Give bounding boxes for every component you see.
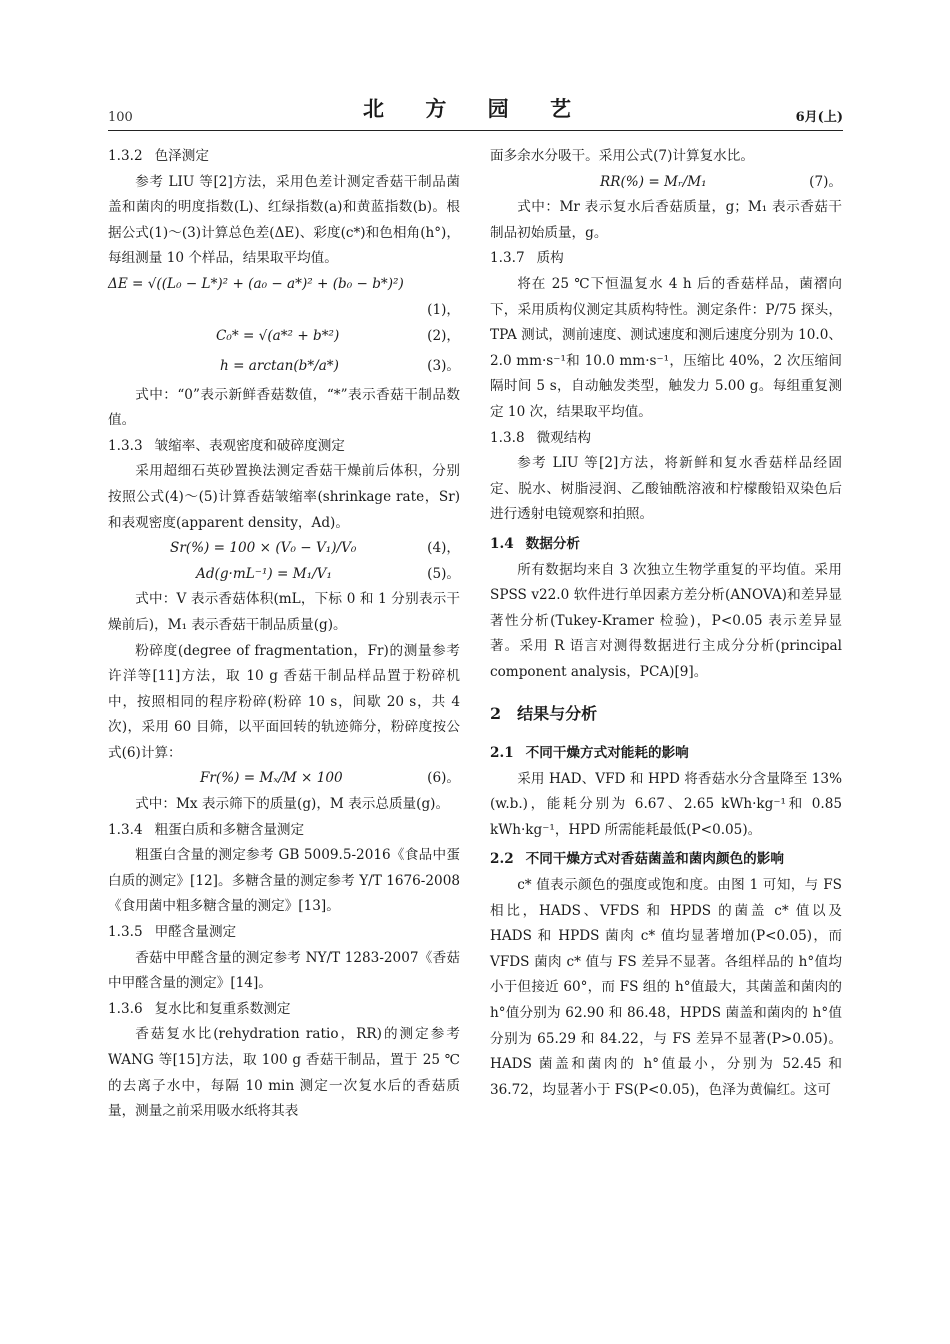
section-heading: 1.4 数据分析 <box>490 535 581 552</box>
paragraph: 香菇复水比(rehydration ratio，RR)的测定参考 WANG 等[15]方法，取 100 g 香菇干制品，置于 25 ℃的去离子水中，每隔 10 min 测定一次复水后的香菇质量，测量之前采用吸水纸将其表 <box>108 1026 460 1120</box>
section-heading: 2.1 不同干燥方式对能耗的影响 <box>490 745 689 762</box>
header-rule <box>108 130 843 131</box>
equation: h = arctan(b*/a*) (3)。 <box>220 357 460 374</box>
journal-title: 北 方 园 艺 <box>363 96 588 121</box>
section-heading: 2.2 不同干燥方式对香菇菌盖和菌肉颜色的影响 <box>490 851 784 868</box>
paragraph: 式中：V 表示香菇体积(mL，下标 0 和 1 分别表示干燥前后)，M₁ 表示香菇干制品质量(g)。 <box>108 591 460 633</box>
paragraph: 面多余水分吸干。采用公式(7)计算复水比。 <box>490 148 754 164</box>
equation: Fr(%) = Mₓ/M × 100 (6)。 <box>200 770 460 787</box>
equation: Ad(g·mL⁻¹) = M₁/V₁ (5)。 <box>196 565 460 582</box>
equation: ΔE = √((L₀ − L*)² + (a₀ − a*)² + (b₀ − b*)²) (1)， <box>108 275 460 318</box>
paragraph: c* 值表示颜色的强度或饱和度。由图 1 可知，与 FS 相比，HADS、VFDS 和 HPDS 的菌盖 c* 值以及 HADS 和 HPDS 菌肉 c* 值均显著增加(P<0.05)，而 VFDS 菌肉 c* 值与 FS 差异不显著。各组样品的 h°值均小于但接近 60°，而 FS 组的 h°值最大，其菌盖和菌肉的 h°值分别为 62.90 和 86.48，HPDS 菌盖和菌肉的 h°值分别为 65.29 和 84.22，与 FS 差异不显著(P>0.05)。HADS 菌盖和菌肉的 h°值最小，分别为 52.45 和 36.72，均显著小于 FS(P<0.05)，色泽为黄偏红。这可 <box>490 877 842 1098</box>
equation: Sr(%) = 100 × (V₀ − V₁)/V₀ (4)， <box>170 540 460 557</box>
section-heading: 1.3.8 微观结构 <box>490 429 591 446</box>
paragraph: 参考 LIU 等[2]方法，采用色差计测定香菇干制品菌盖和菌肉的明度指数(L)、红绿指数(a)和黄蓝指数(b)。根据公式(1)～(3)计算总色差(ΔE)、彩度(c*)和色相角(h°)，每组测量 10 个样品，结果取平均值。 <box>108 173 460 267</box>
paragraph: 粉碎度(degree of fragmentation，Fr)的测量参考许洋等[11]方法，取 10 g 香菇干制品样品置于粉碎机中，按照相同的程序粉碎(粉碎 10 s，间歇 20 s，共 4 次)，采用 60 目筛，以平面回转的轨迹筛分，粉碎度按公式(6)计算： <box>108 642 460 761</box>
paragraph: 式中：“0”表示新鲜香菇数值，“*”表示香菇干制品数值。 <box>108 386 460 429</box>
paragraph: 式中：Mx 表示筛下的质量(g)，M 表示总质量(g)。 <box>135 796 450 813</box>
issue-label: 6月(上) <box>795 110 843 125</box>
paragraph: 式中：Mr 表示复水后香菇质量，g；M₁ 表示香菇干制品初始质量，g。 <box>490 199 842 241</box>
paragraph: 将在 25 ℃下恒温复水 4 h 后的香菇样品，菌褶向下，采用质构仪测定其质构特性。测定条件：P/75 探头，TPA 测试，测前速度、测试速度和测后速度分别为 10.0、2.0 mm·s⁻¹和 10.0 mm·s⁻¹，压缩比 40%，2 次压缩间隔时间 5 s，自动触发类型，触发力 5.00 g。每组重复测定 10 次，结果取平均值。 <box>490 275 842 420</box>
section-heading: 2 结果与分析 <box>490 704 598 724</box>
equation: C₀* = √(a*² + b*²) (2)， <box>216 327 460 344</box>
paragraph: 粗蛋白含量的测定参考 GB 5009.5-2016《食品中蛋白质的测定》[12]。多糖含量的测定参考 Y/T 1676-2008《食用菌中粗多糖含量的测定》[13]。 <box>108 847 460 915</box>
section-heading: 1.3.7 质构 <box>490 250 564 267</box>
left-column <box>108 144 460 1125</box>
page-header <box>108 96 843 130</box>
section-heading: 1.3.4 粗蛋白质和多糖含量测定 <box>108 821 305 838</box>
page-number: 100 <box>108 110 133 125</box>
paragraph: 参考 LIU 等[2]方法，将新鲜和复水香菇样品经固定、脱水、树脂浸润、乙酸铀酰溶液和柠檬酸铅双染色后进行透射电镜观察和拍照。 <box>490 455 842 523</box>
paragraph: 所有数据均来自 3 次独立生物学重复的平均值。采用 SPSS v22.0 软件进行单因素方差分析(ANOVA)和差异显著性分析(Tukey-Kramer 检验)，P<0.05 表示差异显著。采用 R 语言对测得数据进行主成分分析(principal component analysis，PCA)[9]。 <box>490 561 842 680</box>
section-heading: 1.3.5 甲醛含量测定 <box>108 924 237 941</box>
section-heading: 1.3.6 复水比和复重系数测定 <box>108 1000 291 1017</box>
paragraph: 香菇中甲醛含量的测定参考 NY/T 1283-2007《香菇中甲醛含量的测定》[14]。 <box>108 949 460 992</box>
paragraph: 采用 HAD、VFD 和 HPD 将香菇水分含量降至 13%(w.b.)，能耗分别为 6.67、2.65 kWh·kg⁻¹和 0.85 kWh·kg⁻¹，HPD 所需能耗最低(P<0.05)。 <box>490 770 842 838</box>
equation: RR(%) = Mᵣ/M₁ (7)。 <box>600 173 842 190</box>
section-heading: 1.3.3 皱缩率、表观密度和破碎度测定 <box>108 437 345 454</box>
section-heading: 1.3.2 色泽测定 <box>108 148 209 164</box>
right-column <box>490 144 842 1103</box>
paragraph: 采用超细石英砂置换法测定香菇干燥前后体积，分别按照公式(4)～(5)计算香菇皱缩率(shrinkage rate，Sr)和表观密度(apparent density，Ad)。 <box>108 463 460 531</box>
